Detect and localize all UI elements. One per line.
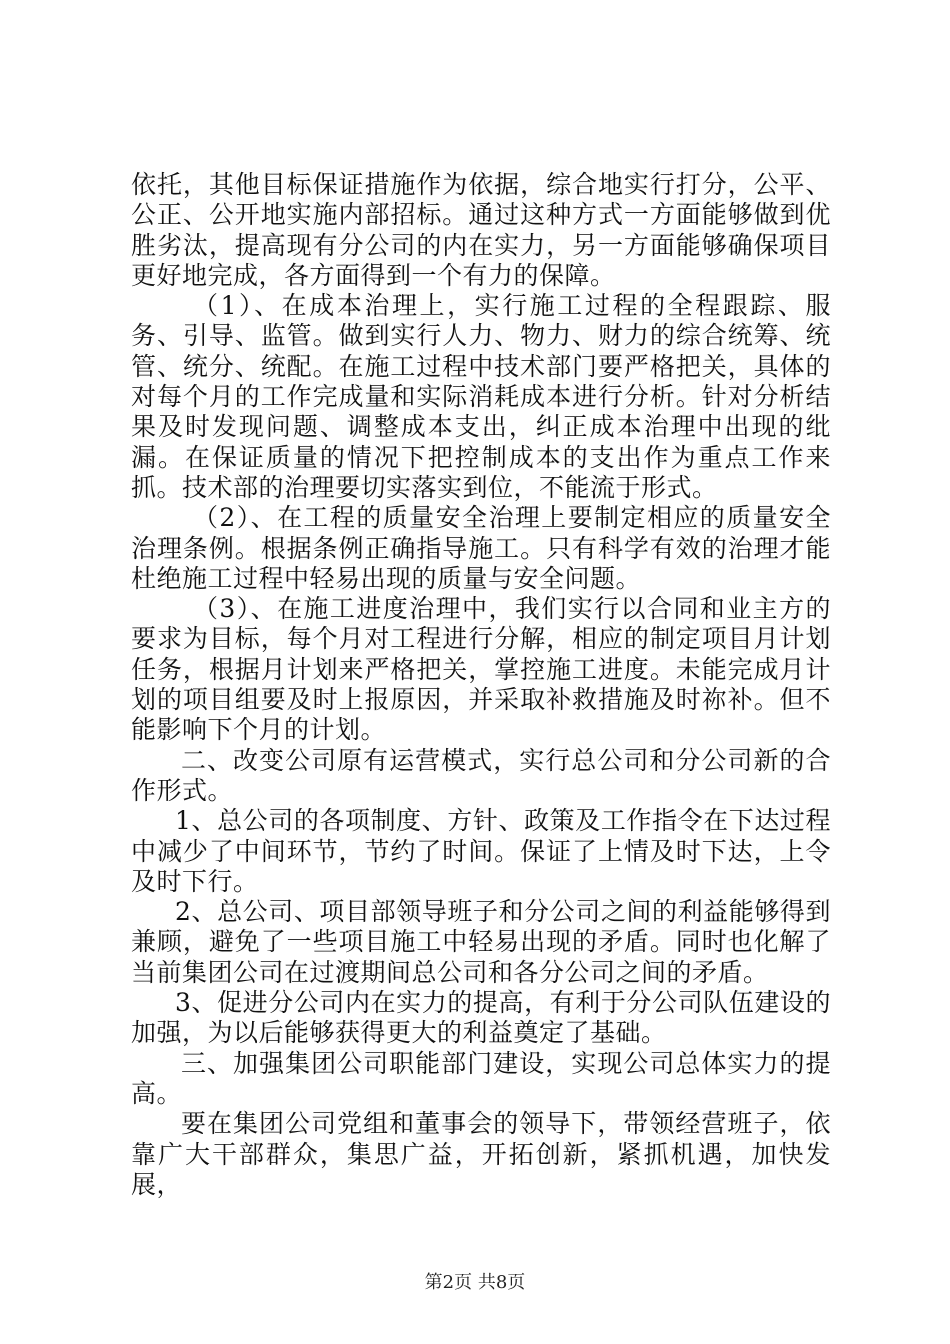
paragraph-cost-management: （1）、在成本治理上，实行施工过程的全程跟踪、服务、引导、监管。做到实行人力、物力、财力的综合统筹、统管、统分、统配。在施工过程中技术部门要严格把关，具体的对每个月的工作完成量和实际消耗成本进行分析。针对分析结果及时发现问题、调整成本支出，纠正成本治理中出现的纰漏。在保证质量的情况下把控制成本的支出作为重点工作来抓。技术部的治理要切实落实到位，不能流于形式。 <box>131 291 831 502</box>
paragraph-schedule: （3）、在施工进度治理中，我们实行以合同和业主方的要求为目标，每个月对工程进行分解，相应的制定项目月计划任务，根据月计划来严格把关，掌控施工进度。未能完成月计划的项目组要及时上报原因，并采取补救措施及时祢补。但不能影响下个月的计划。 <box>131 594 831 745</box>
paragraph-item-one: 1、总公司的各项制度、方针、政策及工作指令在下达过程中减少了中间环节，节约了时间。保证了上情及时下达，上令及时下行。 <box>131 806 831 896</box>
paragraph-quality-safety: （2）、在工程的质量安全治理上要制定相应的质量安全治理条例。根据条例正确指导施工。只有科学有效的治理才能杜绝施工过程中轻易出现的质量与安全问题。 <box>131 503 831 593</box>
heading-section-two: 二、改变公司原有运营模式，实行总公司和分公司新的合作形式。 <box>131 745 831 805</box>
document-body <box>131 170 831 1200</box>
paragraph-item-two: 2、总公司、项目部领导班子和分公司之间的利益能够得到兼顾，避免了一些项目施工中轻易出现的矛盾。同时也化解了当前集团公司在过渡期间总公司和各分公司之间的矛盾。 <box>131 897 831 987</box>
heading-section-three: 三、加强集团公司职能部门建设，实现公司总体实力的提高。 <box>131 1048 831 1108</box>
paragraph-intro: 依托，其他目标保证措施作为依据，综合地实行打分，公平、公正、公开地实施内部招标。通过这种方式一方面能够做到优胜劣汰，提高现有分公司的内在实力，另一方面能够确保项目更好地完成，各方面得到一个有力的保障。 <box>131 170 831 290</box>
page-footer: 第2页 共8页 <box>424 1272 526 1293</box>
paragraph-leadership: 要在集团公司党组和董事会的领导下，带领经营班子，依靠广大干部群众，集思广益，开拓创新，紧抓机遇，加快发展， <box>131 1109 831 1199</box>
paragraph-item-three: 3、促进分公司内在实力的提高，有利于分公司队伍建设的加强，为以后能够获得更大的利益奠定了基础。 <box>131 988 831 1048</box>
